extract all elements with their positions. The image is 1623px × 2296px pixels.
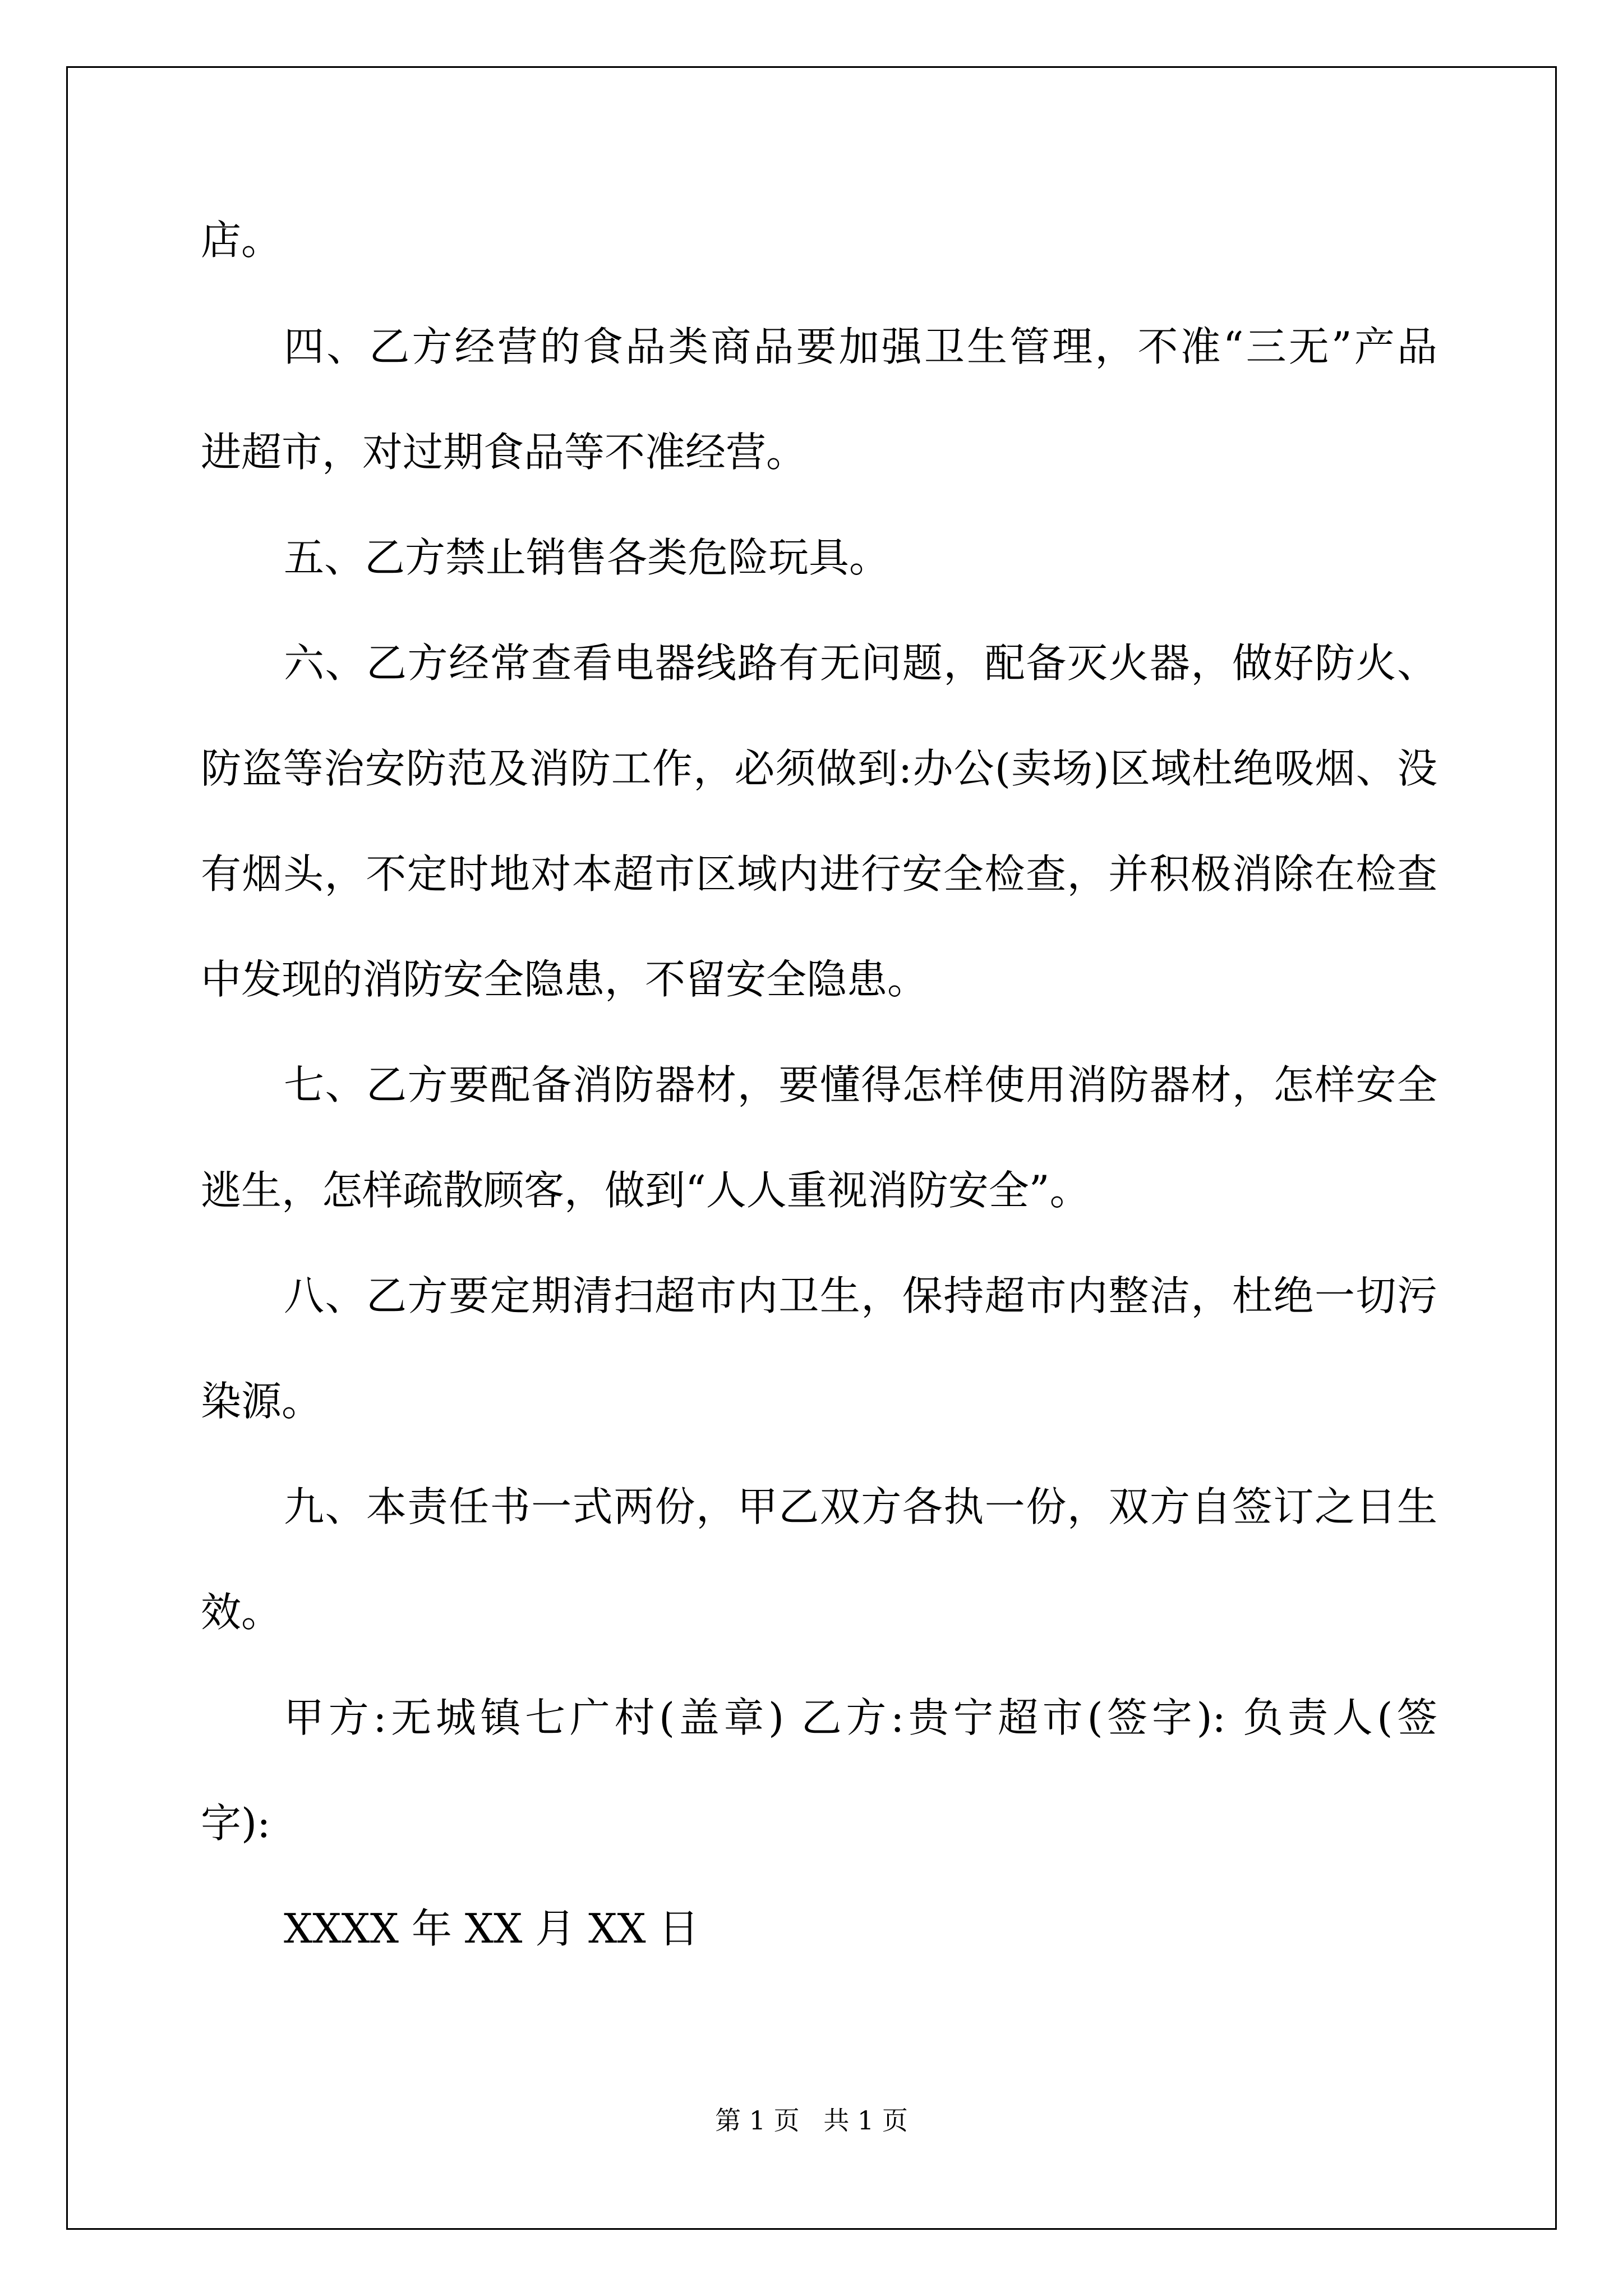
text-line-11: 八、乙方要定期清扫超市内卫生，保持超市内整洁，杜绝一切污 [284, 1272, 1437, 1319]
text-line-3: 进超市，对过期食品等不准经营。 [201, 429, 807, 476]
text-line-1: 店。 [201, 217, 282, 264]
date-line: XXXX 年 XX 月 XX 日 [284, 1905, 699, 1952]
text-line-12: 染源。 [201, 1378, 322, 1425]
page-total: 共 1 页 [823, 2105, 908, 2136]
text-line-13: 九、本责任书一式两份，甲乙双方各执一份，双方自签订之日生 [284, 1483, 1437, 1530]
text-line-2: 四、乙方经营的食品类商品要加强卫生管理，不准“三无”产品 [284, 323, 1437, 370]
signature-line-continued: 字): [201, 1800, 271, 1847]
page-number: 第 1 页 [715, 2105, 800, 2136]
text-line-5: 六、乙方经常查看电器线路有无问题，配备灭火器，做好防火、 [284, 639, 1437, 687]
signature-line: 甲方:无城镇七广村(盖章) 乙方:贵宁超市(签字): 负责人(签 [284, 1694, 1437, 1741]
text-line-4: 五、乙方禁止销售各类危险玩具。 [284, 534, 890, 581]
text-line-9: 七、乙方要配备消防器材，要懂得怎样使用消防器材，怎样安全 [284, 1061, 1437, 1108]
text-line-7: 有烟头，不定时地对本超市区域内进行安全检查，并积极消除在检查 [201, 850, 1437, 898]
text-line-6: 防盗等治安防范及消防工作，必须做到:办公(卖场)区域杜绝吸烟、没 [201, 745, 1437, 792]
text-line-8: 中发现的消防安全隐患，不留安全隐患。 [201, 956, 928, 1003]
page-footer [0, 2104, 1623, 2137]
text-line-10: 逃生，怎样疏散顾客，做到“人人重视消防安全”。 [201, 1167, 1090, 1214]
text-line-14: 效。 [201, 1589, 282, 1636]
